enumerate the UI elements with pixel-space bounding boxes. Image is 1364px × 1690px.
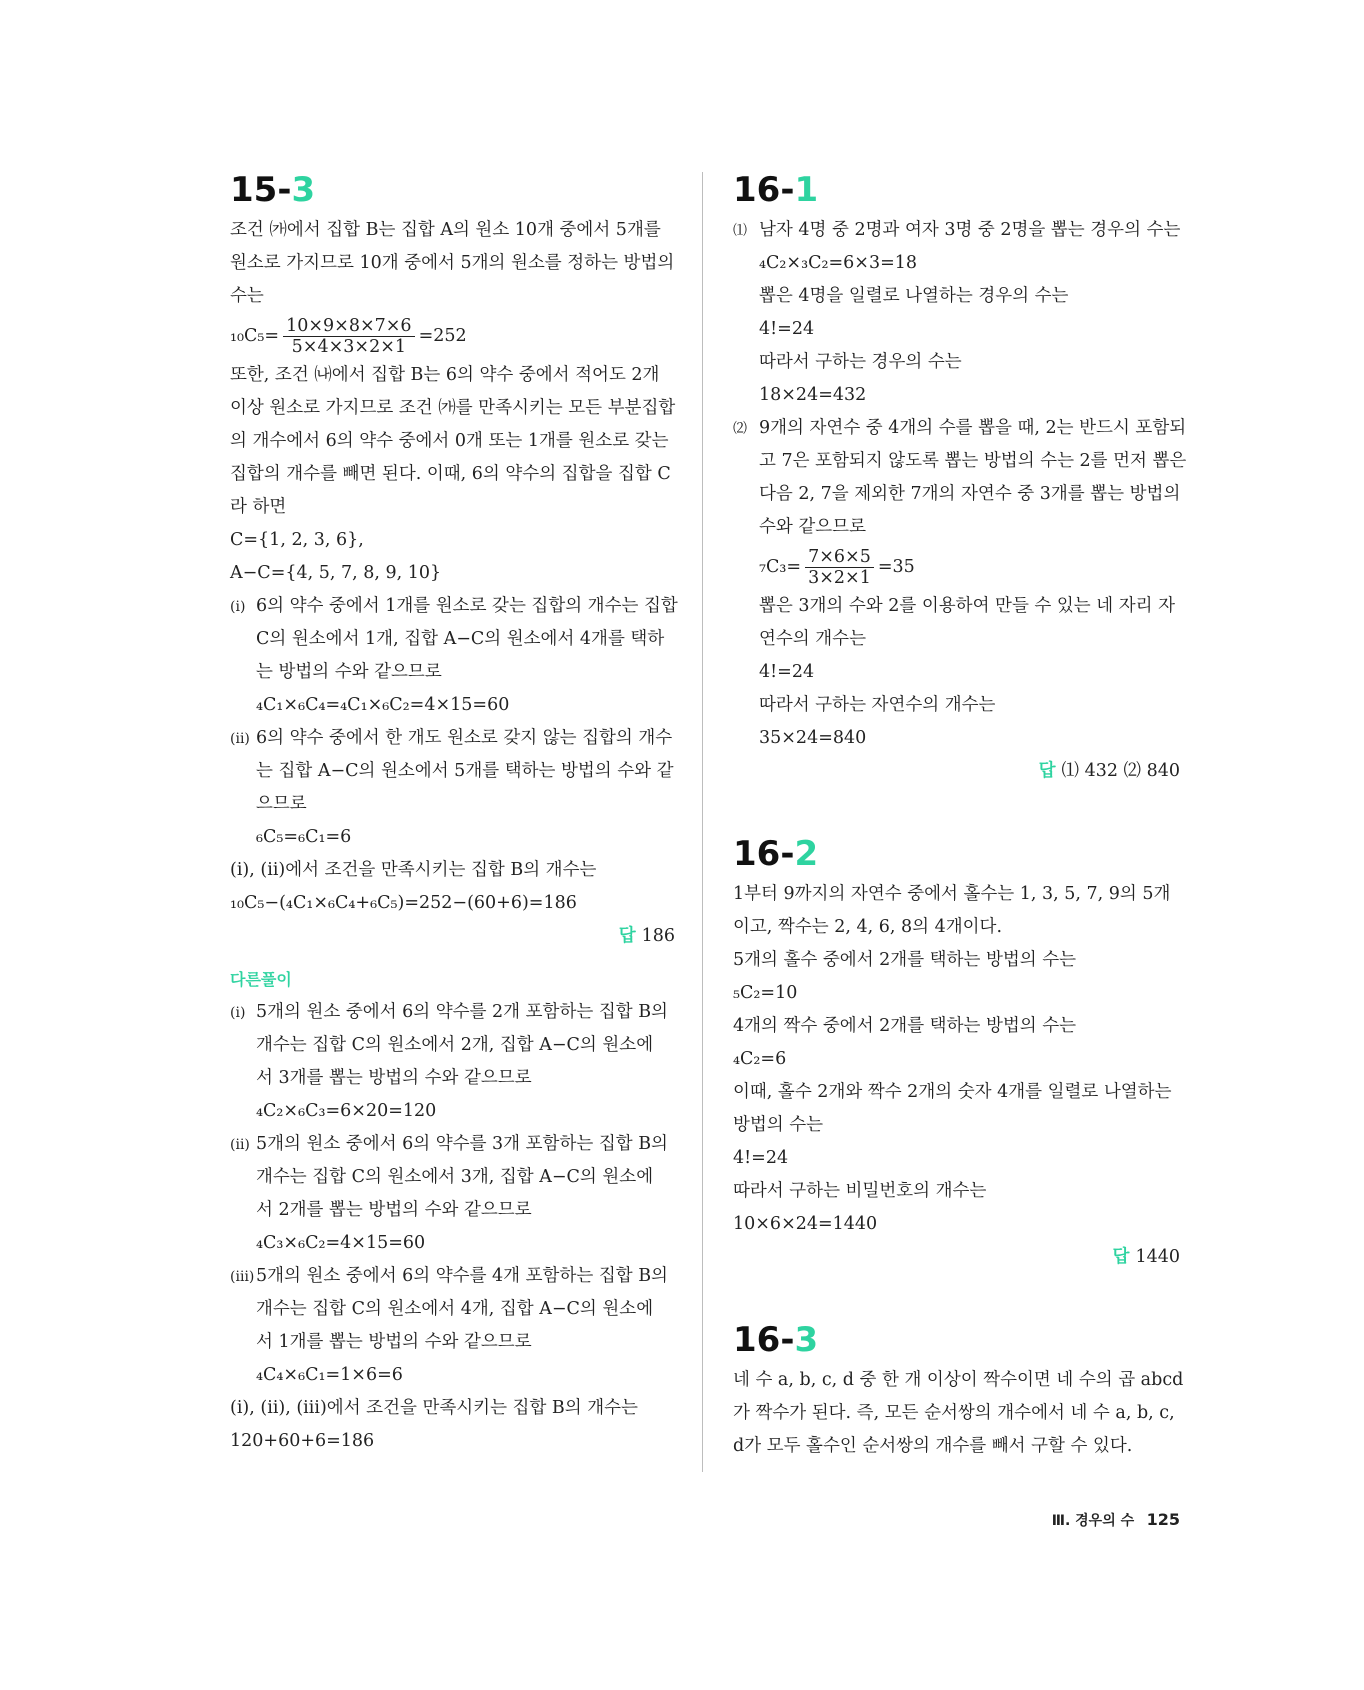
text-line: 서 3개를 뽑는 방법의 수와 같으므로 — [256, 1068, 532, 1088]
formula-combination-10c5: ₁₀C₅= $\frac{10\times 9\times 8\times 7\times 6}{5\times 4\times 3\times 2\times 1}$ =252 — [230, 315, 467, 357]
formula: 4!=24 — [759, 662, 815, 682]
text-line: 수와 같으므로 — [759, 517, 866, 537]
part-marker: ⑴ — [733, 223, 747, 239]
text-line: 뽑은 3개의 수와 2를 이용하여 만들 수 있는 네 자리 자 — [759, 596, 1175, 616]
formula: ₄C₁×₆C₄=₄C₁×₆C₂=4×15=60 — [256, 695, 510, 715]
case-marker: (ⅰ) — [230, 1005, 246, 1021]
text-line: 또한, 조건 ㈏에서 집합 B는 6의 약수 중에서 적어도 2개 — [230, 365, 660, 385]
text-line: 방법의 수는 — [733, 1115, 824, 1135]
alt-case-iii: (ⅲ)5개의 원소 중에서 6의 약수를 4개 포함하는 집합 B의 개수는 집합 C의 원소에서 4개, 집합 A−C의 원소에 서 1개를 뽑는 방법의 수와 같으므로 ₄C₄×₆C₁=1×6=6 — [230, 1260, 675, 1392]
text-line: 따라서 구하는 자연수의 개수는 — [759, 695, 996, 715]
alt-case-ii: (ⅱ) 5개의 원소 중에서 6의 약수를 3개 포함하는 집합 B의 개수는 집합 C의 원소에서 3개, 집합 A−C의 원소에 서 2개를 뽑는 방법의 수와 같으므로 ₄C₃×₆C₂=4×15=60 — [230, 1128, 675, 1260]
alternate-solution-label: 다른풀이 — [230, 970, 292, 989]
text-line: 으므로 — [256, 794, 307, 814]
answer-15-3: 답 186 — [618, 926, 675, 946]
formula: ₅C₂=10 — [733, 983, 798, 1003]
case-marker: (ⅱ) — [230, 731, 250, 747]
solution-16-2 — [733, 878, 1180, 1241]
text-line: 개수는 집합 C의 원소에서 3개, 집합 A−C의 원소에 — [256, 1167, 654, 1187]
case-ii: (ⅱ) 6의 약수 중에서 한 개도 원소로 갖지 않는 집합의 개수 는 집합 A−C의 원소에서 5개를 택하는 방법의 수와 같 으므로 ₆C₅=₆C₁=6 — [230, 722, 675, 854]
problem-heading-15-3: 15-3 — [230, 170, 316, 210]
conclusion — [230, 854, 675, 920]
solution-16-3 — [733, 1364, 1184, 1463]
text-line: C의 원소에서 1개, 집합 A−C의 원소에서 4개를 택하 — [256, 629, 665, 649]
text-line: d가 모두 홀수인 순서쌍의 개수를 빼서 구할 수 있다. — [733, 1436, 1133, 1456]
text-line: 는 방법의 수와 같으므로 — [256, 662, 442, 682]
text-line: 원소로 가지므로 10개 중에서 5개의 원소를 정하는 방법의 — [230, 253, 675, 273]
answer-16-2: 답 1440 — [1112, 1247, 1180, 1267]
formula: 35×24=840 — [759, 728, 867, 748]
text-line: 라 하면 — [230, 497, 287, 517]
problem-heading-16-1: 16-1 — [733, 170, 819, 210]
text-line: 조건 ㈎에서 집합 B는 집합 A의 원소 10개 중에서 5개를 — [230, 220, 661, 240]
text-line: 개수는 집합 C의 원소에서 2개, 집합 A−C의 원소에 — [256, 1035, 654, 1055]
case-marker: (ⅲ) — [230, 1269, 255, 1285]
page-number: 125 — [1146, 1510, 1180, 1529]
formula: ₄C₂×₆C₃=6×20=120 — [256, 1101, 437, 1121]
text-line: 수는 — [230, 286, 264, 306]
text-line: (ⅰ), (ⅱ)에서 조건을 만족시키는 집합 B의 개수는 — [230, 860, 597, 880]
formula: ₄C₂=6 — [733, 1049, 787, 1069]
alt-conclusion — [230, 1392, 675, 1458]
formula: 4!=24 — [759, 319, 815, 339]
paragraph-1 — [230, 214, 675, 313]
text-line: 가 짝수가 된다. 즉, 모든 순서쌍의 개수에서 네 수 a, b, c, — [733, 1403, 1175, 1423]
text-line: 따라서 구하는 비밀번호의 개수는 — [733, 1181, 987, 1201]
text-line: 고 7은 포함되지 않도록 뽑는 방법의 수는 2를 먼저 뽑은 — [759, 451, 1187, 471]
text-line: 이때, 홀수 2개와 짝수 2개의 숫자 4개를 일렬로 나열하는 — [733, 1082, 1172, 1102]
chapter-title: Ⅲ. 경우의 수 — [1051, 1513, 1135, 1529]
text-line: 이고, 짝수는 2, 4, 6, 8의 4개이다. — [733, 917, 1003, 937]
formula: 18×24=432 — [759, 385, 867, 405]
set-a-minus-c: A−C={4, 5, 7, 8, 9, 10} — [230, 563, 442, 583]
case-marker: (ⅰ) — [230, 599, 246, 615]
text-line: 뽑은 4명을 일렬로 나열하는 경우의 수는 — [759, 286, 1069, 306]
text-line: 4개의 짝수 중에서 2개를 택하는 방법의 수는 — [733, 1016, 1077, 1036]
formula: ₄C₄×₆C₁=1×6=6 — [256, 1365, 403, 1385]
part-marker: ⑵ — [733, 421, 747, 437]
alt-case-i: (ⅰ) 5개의 원소 중에서 6의 약수를 2개 포함하는 집합 B의 개수는 집합 C의 원소에서 2개, 집합 A−C의 원소에 서 3개를 뽑는 방법의 수와 같으므로 ₄C₂×₆C₃=6×20=120 — [230, 996, 675, 1128]
formula: ₄C₃×₆C₂=4×15=60 — [256, 1233, 426, 1253]
text-line: 는 집합 A−C의 원소에서 5개를 택하는 방법의 수와 같 — [256, 761, 674, 781]
text-line: 집합의 개수를 빼면 된다. 이때, 6의 약수의 집합을 집합 C — [230, 464, 671, 484]
problem-heading-16-3: 16-3 — [733, 1320, 819, 1360]
part-1: ⑴ 남자 4명 중 2명과 여자 3명 중 2명을 뽑는 경우의 수는 ₄C₂×₃C₂=6×3=18 뽑은 4명을 일렬로 나열하는 경우의 수는 4!=24 따라서 구하는 경우의 수는 18×24=432 — [733, 214, 1180, 412]
text-line: 다음 2, 7을 제외한 7개의 자연수 중 3개를 뽑는 방법의 — [759, 484, 1181, 504]
case-i: (ⅰ) 6의 약수 중에서 1개를 원소로 갖는 집합의 개수는 집합 C의 원소에서 1개, 집합 A−C의 원소에서 4개를 택하 는 방법의 수와 같으므로 ₄C₁×₆C₄=₄C₁×₆C₂=4×15=60 — [230, 590, 675, 722]
answer-16-1: 답 ⑴ 432 ⑵ 840 — [1038, 761, 1180, 781]
part-2: ⑵ 9개의 자연수 중 4개의 수를 뽑을 때, 2는 반드시 포함되 고 7은 포함되지 않도록 뽑는 방법의 수는 2를 먼저 뽑은 다음 2, 7을 제외한 7개의 자연수 중 3개를 뽑는 방법의 수와 같으므로 ₇C₃= $\frac{7\times 6\times 5}{3\times 2\times 1}$ =35 뽑은 3개의 수와 2를 이용하여 만들 수 있는 네 자리 자 연수의 개수는 4!=24 따라서 구하는 자연수의 개수는 35×24=840 — [733, 412, 1180, 755]
page-footer — [1052, 1510, 1180, 1530]
text-line: 서 1개를 뽑는 방법의 수와 같으므로 — [256, 1332, 532, 1352]
formula: ₄C₂×₃C₂=6×3=18 — [759, 253, 918, 273]
formula: ₁₀C₅−(₄C₁×₆C₄+₆C₅)=252−(60+6)=186 — [230, 893, 577, 913]
text-line: 이상 원소로 가지므로 조건 ㈎를 만족시키는 모든 부분집합 — [230, 398, 676, 418]
right-column — [733, 170, 1187, 1463]
text-line: 의 개수에서 6의 약수 중에서 0개 또는 1개를 원소로 갖는 — [230, 431, 669, 451]
text-line: 개수는 집합 C의 원소에서 4개, 집합 A−C의 원소에 — [256, 1299, 654, 1319]
formula: 10×6×24=1440 — [733, 1214, 878, 1234]
text-line: 5개의 홀수 중에서 2개를 택하는 방법의 수는 — [733, 950, 1077, 970]
text-line: (ⅰ), (ⅱ), (ⅲ)에서 조건을 만족시키는 집합 B의 개수는 — [230, 1398, 638, 1418]
text-line: 1부터 9까지의 자연수 중에서 홀수는 1, 3, 5, 7, 9의 5개 — [733, 884, 1171, 904]
formula: 4!=24 — [733, 1148, 789, 1168]
formula: 120+60+6=186 — [230, 1431, 375, 1451]
text-line: 연수의 개수는 — [759, 629, 866, 649]
set-c: C={1, 2, 3, 6}, — [230, 530, 364, 550]
case-marker: (ⅱ) — [230, 1137, 250, 1153]
paragraph-2 — [230, 359, 675, 590]
formula-combination-7c3: ₇C₃= $\frac{7\times 6\times 5}{3\times 2\times 1}$ =35 — [759, 546, 915, 588]
text-line: 서 2개를 뽑는 방법의 수와 같으므로 — [256, 1200, 532, 1220]
problem-heading-16-2: 16-2 — [733, 834, 819, 874]
text-line: 따라서 구하는 경우의 수는 — [759, 352, 962, 372]
formula: ₆C₅=₆C₁=6 — [256, 827, 352, 847]
column-divider — [702, 172, 703, 1472]
text-line: 네 수 a, b, c, d 중 한 개 이상이 짝수이면 네 수의 곱 abcd — [733, 1370, 1184, 1390]
left-column — [230, 170, 678, 1458]
